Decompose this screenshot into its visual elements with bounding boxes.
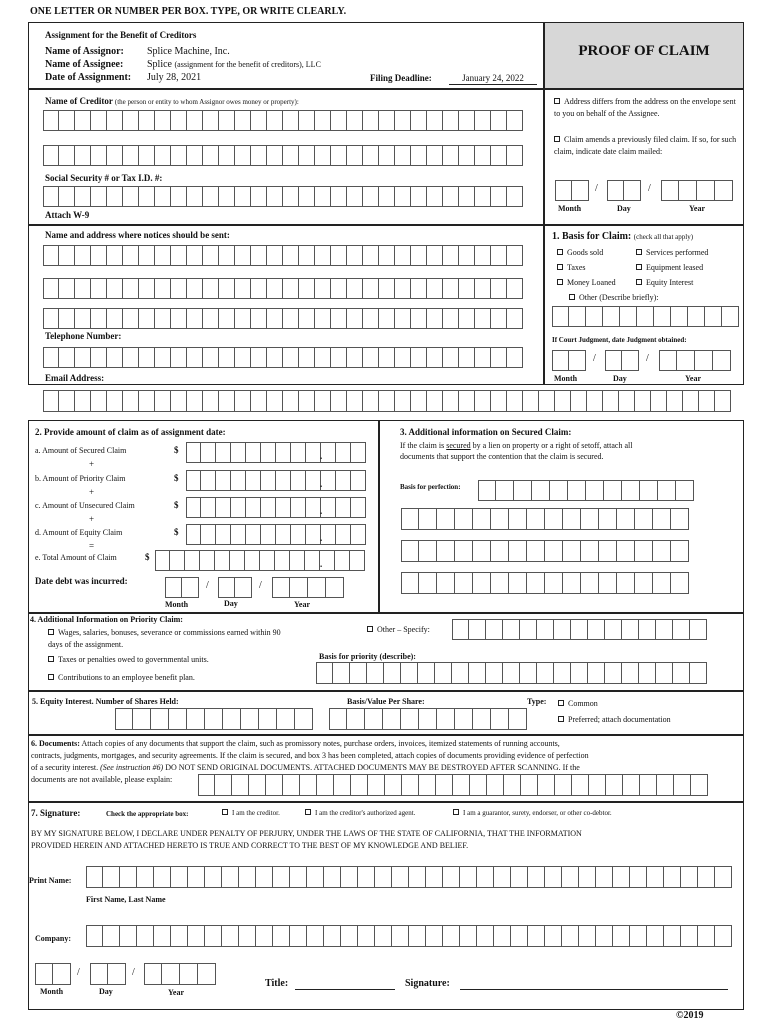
- slash: /: [646, 353, 649, 364]
- print-name-label: Print Name:: [29, 876, 72, 885]
- year-label: Year: [685, 374, 701, 383]
- goods-sold-checkbox[interactable]: Goods sold: [557, 248, 603, 258]
- copyright: ©2019: [676, 1010, 704, 1021]
- assignment-date-value: July 28, 2021: [147, 72, 202, 83]
- creditor-name-row-2[interactable]: [43, 145, 523, 166]
- company-label: Company:: [35, 934, 72, 943]
- notices-row-1[interactable]: [43, 245, 523, 266]
- taxes-penalties-checkbox[interactable]: Taxes or penalties owed to governmental units.: [48, 655, 209, 665]
- print-name-boxes[interactable]: [86, 866, 732, 888]
- title-label: Title:: [265, 978, 289, 989]
- slash: /: [77, 967, 80, 978]
- year-label: Year: [294, 600, 310, 609]
- documents-line-4: documents are not available, please explain:: [31, 775, 173, 784]
- declaration-line-1: BY MY SIGNATURE BELOW, I DECLARE UNDER PENALTY OF PERJURY, UNDER THE LAWS OF THE STATE OF CALIFORNIA, THAT THE INFORMATION: [31, 829, 582, 838]
- notices-row-2[interactable]: [43, 278, 523, 299]
- shares-held-boxes[interactable]: [115, 708, 313, 730]
- email-label: Email Address:: [45, 373, 105, 383]
- assignment-title: Assignment for the Benefit of Creditors: [45, 30, 197, 40]
- plus-sign: +: [89, 514, 95, 524]
- documents-line-1: 6. Documents: Attach copies of any documents that support the claim, such as promissory notes, purchase orders, invoices, itemized statements of running accounts,: [31, 739, 560, 748]
- secured-amount-label: a. Amount of Secured Claim: [35, 446, 127, 455]
- court-judgment-label: If Court Judgment, date Judgment obtained:: [552, 336, 687, 344]
- common-checkbox[interactable]: Common: [558, 699, 598, 709]
- day-label: Day: [613, 374, 627, 383]
- assignor-value: Splice Machine, Inc.: [147, 46, 230, 57]
- amends-claim-option[interactable]: Claim amends a previously filed claim. If so, for such claim, indicate date claim mailed:: [554, 135, 737, 156]
- month-label: Month: [554, 374, 578, 383]
- documents-line-3: of a security interest. (See instruction #6) DO NOT SEND ORIGINAL DOCUMENTS. ATTACHED DOCUMENTS MAY BE DESTROYED AFTER SCANNING. If the: [31, 763, 580, 772]
- sign-month-boxes[interactable]: [35, 963, 71, 985]
- perfection-row-2[interactable]: [401, 508, 689, 530]
- wages-continued: days of the assignment.: [48, 640, 124, 649]
- notices-row-3[interactable]: [43, 308, 523, 329]
- dollar-sign: $: [174, 500, 179, 510]
- equity-title: 5. Equity Interest. Number of Shares Held:: [32, 697, 179, 706]
- amend-day-boxes[interactable]: [607, 180, 641, 201]
- perfection-row-4[interactable]: [401, 572, 689, 594]
- day-label: Day: [99, 987, 113, 996]
- wages-checkbox[interactable]: Wages, salaries, bonuses, severance or commissions earned within 90: [48, 628, 281, 638]
- address-differs-option[interactable]: Address differs from the address on the envelope sent to you on behalf of the Assignee.: [554, 97, 736, 118]
- assignee-label: Name of Assignee:: [45, 59, 124, 70]
- form-title: PROOF OF CLAIM: [578, 43, 710, 59]
- w9-label: Attach W-9: [45, 210, 90, 220]
- slash: /: [648, 183, 651, 194]
- slash: /: [595, 183, 598, 194]
- sign-year-boxes[interactable]: [144, 963, 216, 985]
- sign-day-boxes[interactable]: [90, 963, 126, 985]
- other-priority-boxes[interactable]: [452, 619, 707, 640]
- secured-amount-boxes[interactable]: [186, 442, 366, 463]
- secured-title: 3. Additional information on Secured Claim:: [400, 427, 572, 437]
- amount-title: 2. Provide amount of claim as of assignment date:: [35, 427, 226, 437]
- preferred-checkbox[interactable]: Preferred; attach documentation: [558, 715, 671, 725]
- first-last-label: First Name, Last Name: [86, 895, 166, 904]
- equity-amount-boxes[interactable]: [186, 524, 366, 545]
- priority-title: 4. Additional Information on Priority Claim:: [30, 615, 183, 624]
- amend-year-boxes[interactable]: [661, 180, 733, 201]
- date-incurred-label: Date debt was incurred:: [35, 576, 128, 586]
- signature-line[interactable]: [460, 989, 728, 990]
- decimal-point: .: [320, 506, 323, 516]
- total-amount-boxes[interactable]: [155, 550, 365, 571]
- check-appropriate-label: Check the appropriate box:: [106, 810, 189, 818]
- decimal-point: .: [320, 533, 323, 543]
- email-row[interactable]: [43, 390, 731, 412]
- filing-deadline-value: January 24, 2022: [449, 73, 537, 85]
- basis-per-share-boxes[interactable]: [329, 708, 527, 730]
- other-basis-boxes[interactable]: [552, 306, 739, 327]
- dollar-sign: $: [174, 527, 179, 537]
- slash: /: [593, 353, 596, 364]
- amend-month-boxes[interactable]: [555, 180, 589, 201]
- basis-title: 1. Basis for Claim: (check all that apply): [552, 231, 694, 242]
- other-basis-checkbox[interactable]: Other (Describe briefly):: [569, 293, 659, 303]
- telephone-row[interactable]: [43, 347, 523, 368]
- perfection-row-3[interactable]: [401, 540, 689, 562]
- plus-sign: +: [89, 459, 95, 469]
- services-performed-checkbox[interactable]: Services performed: [636, 248, 708, 258]
- dollar-sign: $: [145, 552, 150, 562]
- assignment-date-label: Date of Assignment:: [45, 72, 132, 83]
- creditor-name-row-1[interactable]: [43, 110, 523, 131]
- signature-label: Signature:: [405, 978, 450, 989]
- priority-amount-label: b. Amount of Priority Claim: [35, 474, 126, 483]
- taxes-checkbox[interactable]: Taxes: [557, 263, 586, 273]
- authorized-agent-checkbox[interactable]: I am the creditor's authorized agent.: [305, 809, 415, 817]
- company-boxes[interactable]: [86, 925, 732, 947]
- year-label: Year: [168, 988, 184, 997]
- filing-deadline-label: Filing Deadline:: [370, 73, 432, 83]
- incurred-month-boxes[interactable]: [165, 577, 199, 598]
- slash: /: [259, 580, 262, 591]
- creditor-name-label: Name of Creditor (the person or entity to whom Assignor owes money or property):: [45, 96, 299, 106]
- telephone-label: Telephone Number:: [45, 331, 122, 341]
- judgment-day-boxes[interactable]: [605, 350, 639, 371]
- perfection-label: Basis for perfection:: [400, 483, 461, 491]
- assignee-value: Splice (assignment for the benefit of creditors), LLC: [147, 59, 321, 70]
- month-label: Month: [165, 600, 189, 609]
- secured-description-2: documents that support the contention that the claim is secured.: [400, 452, 604, 461]
- signature-title: 7. Signature:: [31, 808, 81, 818]
- dollar-sign: $: [174, 445, 179, 455]
- type-label: Type:: [527, 697, 547, 706]
- top-instruction: ONE LETTER OR NUMBER PER BOX. TYPE, OR WRITE CLEARLY.: [30, 6, 347, 17]
- dollar-sign: $: [174, 473, 179, 483]
- incurred-day-boxes[interactable]: [218, 577, 252, 598]
- secured-description: If the claim is secured by a lien on property or a right of setoff, attach all: [400, 441, 633, 450]
- month-label: Month: [558, 204, 582, 213]
- judgment-year-boxes[interactable]: [659, 350, 731, 371]
- documents-line-2: contracts, judgments, mortgages, and security agreements. If the claim is secured, and box 3 has been completed, attach copies of documents providing evidence of perfection: [31, 751, 589, 760]
- day-label: Day: [617, 204, 631, 213]
- judgment-month-boxes[interactable]: [552, 350, 586, 371]
- slash: /: [132, 967, 135, 978]
- perfection-row-1[interactable]: [478, 480, 694, 501]
- priority-amount-boxes[interactable]: [186, 470, 366, 491]
- priority-basis-boxes[interactable]: [316, 662, 707, 684]
- unsecured-amount-label: c. Amount of Unsecured Claim: [35, 501, 135, 510]
- decimal-point: .: [320, 559, 323, 569]
- ssn-label: Social Security # or Tax I.D. #:: [45, 173, 163, 183]
- day-label: Day: [224, 599, 238, 608]
- contributions-checkbox[interactable]: Contributions to an employee benefit plan.: [48, 673, 195, 683]
- priority-basis-label: Basis for priority (describe):: [319, 652, 416, 661]
- notices-label: Name and address where notices should be sent:: [45, 230, 230, 240]
- decimal-point: .: [320, 451, 323, 461]
- decimal-point: .: [320, 479, 323, 489]
- equals-sign: =: [89, 541, 95, 551]
- year-label: Year: [689, 204, 705, 213]
- declaration-line-2: PROVIDED HEREIN AND ATTACHED HERETO IS TRUE AND CORRECT TO THE BEST OF MY KNOWLEDGE AND BELIEF.: [31, 841, 469, 850]
- equity-amount-label: d. Amount of Equity Claim: [35, 528, 123, 537]
- incurred-year-boxes[interactable]: [272, 577, 344, 598]
- basis-per-share-label: Basis/Value Per Share:: [347, 697, 425, 706]
- title-line[interactable]: [295, 989, 395, 990]
- creditor-checkbox[interactable]: I am the creditor.: [222, 809, 280, 817]
- plus-sign: +: [89, 487, 95, 497]
- money-loaned-checkbox[interactable]: Money Loaned: [557, 278, 616, 288]
- slash: /: [206, 580, 209, 591]
- equity-interest-checkbox[interactable]: Equity Interest: [636, 278, 693, 288]
- ssn-row[interactable]: [43, 186, 523, 207]
- total-amount-label: e. Total Amount of Claim: [35, 553, 117, 562]
- unsecured-amount-boxes[interactable]: [186, 497, 366, 518]
- month-label: Month: [40, 987, 64, 996]
- other-priority-checkbox[interactable]: Other – Specify:: [367, 625, 430, 635]
- equipment-leased-checkbox[interactable]: Equipment leased: [636, 263, 703, 273]
- documents-explain-boxes[interactable]: [198, 774, 708, 796]
- guarantor-checkbox[interactable]: I am a guarantor, surety, endorser, or other co-debtor.: [453, 809, 612, 817]
- assignor-label: Name of Assignor:: [45, 46, 124, 57]
